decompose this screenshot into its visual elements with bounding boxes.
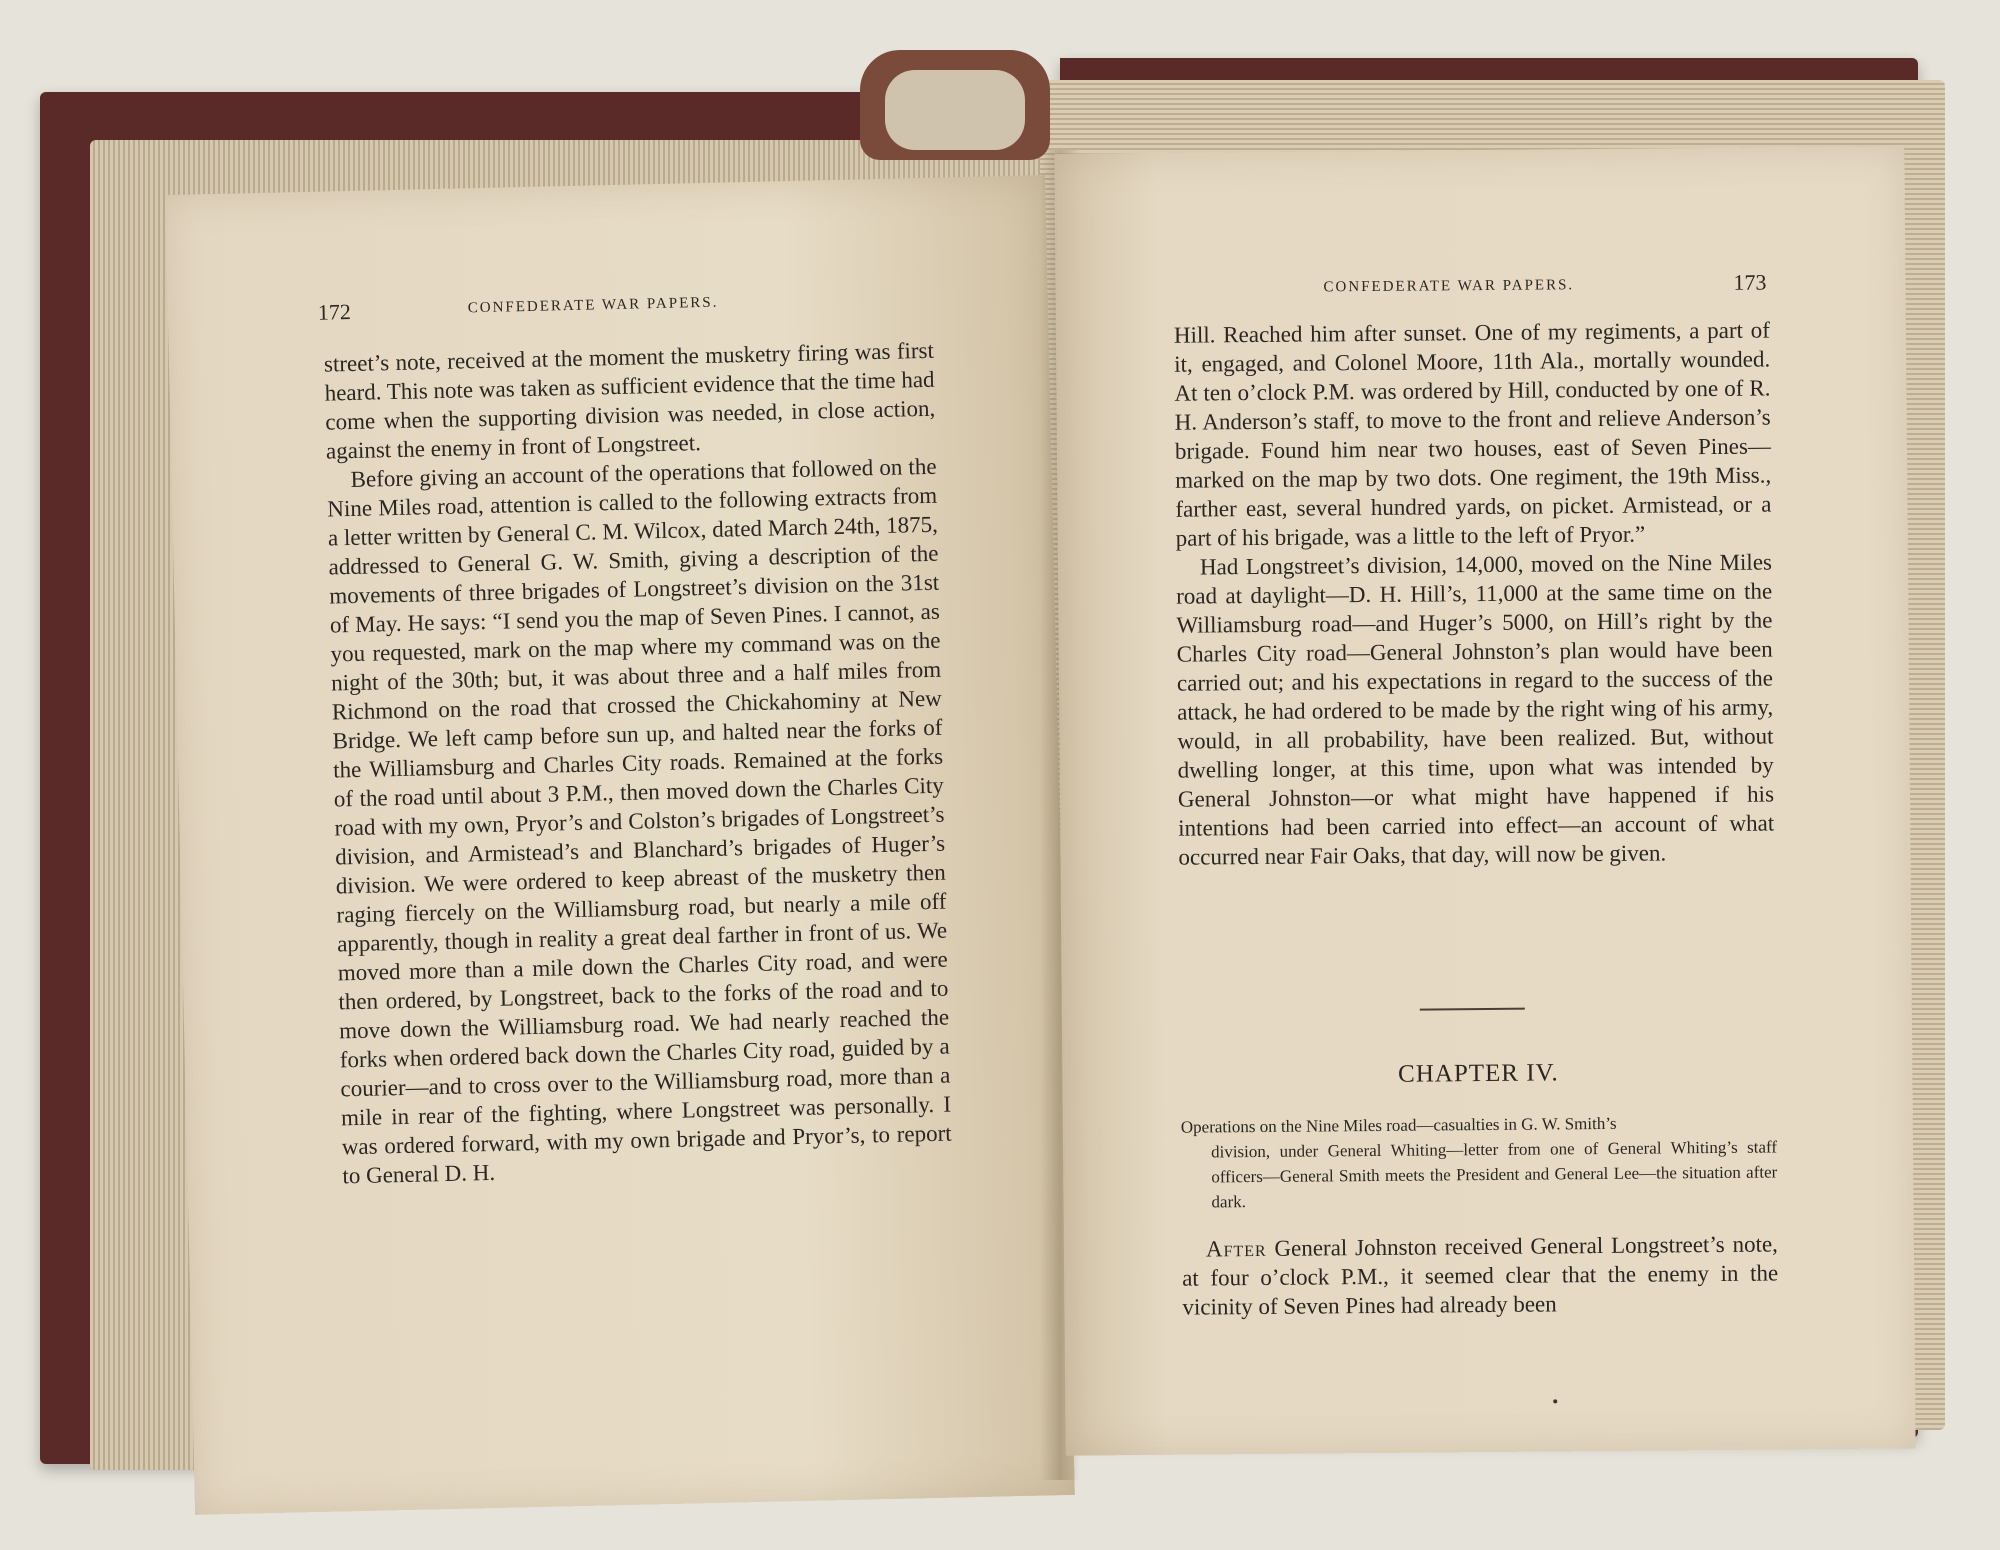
chapter-title: CHAPTER IV. [1397,1059,1559,1088]
spine-binding-thread [885,70,1025,150]
right-page [1054,146,1915,1455]
paragraph: street’s note, received at the moment the musketry firing was first heard. This note was taken as sufficient evidence that the time had come when the supporting division was needed, in close action, against the enemy in front of Longstreet. [323,337,936,464]
chapter-opening [1182,1229,1779,1321]
running-head-left: CONFEDERATE WAR PAPERS. [467,294,719,317]
chapter-summary-rest: division, under General Whiting—letter from one of General Whiting’s staff officers—General Smith meets the President and General Lee—the situation after dark. [1210,1137,1778,1212]
paragraph: Had Longstreet’s division, 14,000, moved on the Nine Miles road at daylight—D. H. Hill’s, 11,000 at the same time on the Williamsburg road—and Huger’s 5000, on Hill’s right by the Charles City road—General Johnston’s plan would have been carried out; and his expectations in regard to the success of the attack, he had ordered to be made by the right wing of his army, would, in all probability, have been realized. But, without dwelling longer, at this time, upon what was intended by General Johnston—or what might have happened if his intentions had been carried into effect—an account of what occurred near Fair Oaks, that day, will now be given. [1176,549,1775,870]
left-page-body [324,336,953,1191]
right-page-body [1174,315,1775,871]
page-number-right: 173 [1733,269,1767,295]
paragraph: Before giving an account of the operations that followed on the Nine Miles road, attention is called to the following extracts from a letter written by General C. M. Wilcox, dated March 24th, 1875, addressed to General G. W. Smith, giving a description of the movements of three brigades of Longstreet’s division on the 31st of May. He says: “I send you the map of Seven Pines. I cannot, as you requested, mark on the map where my command was on the night of the 30th; but, it was about three and a half miles from Richmond on the road that crossed the Chickahominy at New Bridge. We left camp before sun up, and halted near the forks of the Williamsburg and Charles City roads. Remained at the forks of the road until about 3 P.M., then moved down the Charles City road with my own, Pryor’s and Colston’s brigades of Longstreet’s division, and Armistead’s and Blanchard’s brigades of Huger’s division. We were ordered to keep abreast of the musketry then raging fiercely on the Williamsburg road, but nearly a mile off apparently, though in reality a great deal farther in front of us. We moved more than a mile down the Charles City road, and were then ordered, by Longstreet, back to the forks of the road and to move down the Williamsburg road. We had nearly reached the forks when ordered back down the Charles City road, guided by a courier—and to cross over to the Williamsburg road, more than a mile in rear of the fighting, where Longstreet was personally. I was ordered forward, with my own brigade and Pryor’s, to report to General D. H. [327,453,952,1189]
opening-word: After [1205,1235,1267,1262]
left-page [165,175,1075,1515]
chapter-summary [1181,1109,1778,1214]
chapter-summary-first-line: Operations on the Nine Miles road—casualties in G. W. Smith’s [1180,1113,1617,1137]
opening-text: General Johnston received General Longstreet’s note, at four o’clock P.M., it seemed clear that the enemy in the vicinity of Seven Pines had already been [1182,1231,1779,1320]
running-head-right: CONFEDERATE WAR PAPERS. [1323,277,1575,296]
page-number-left: 172 [317,298,352,325]
paragraph [1182,1229,1779,1321]
section-divider [1420,1008,1525,1011]
page-speck [1553,1399,1557,1403]
paragraph: Hill. Reached him after sunset. One of my regiments, a part of it, engaged, and Colonel Moore, 11th Ala., mortally wounded. At ten o’clock P.M. was ordered by Hill, conducted by one of R. H. Anderson’s staff, to move to the front and relieve Anderson’s brigade. Found him near two houses, east of Seven Pines—marked on the map by two dots. One regiment, the 19th Miss., farther east, several hundred yards, on picket. Armistead, or a part of his brigade, was a little to the left of Pryor.” [1173,317,1772,551]
